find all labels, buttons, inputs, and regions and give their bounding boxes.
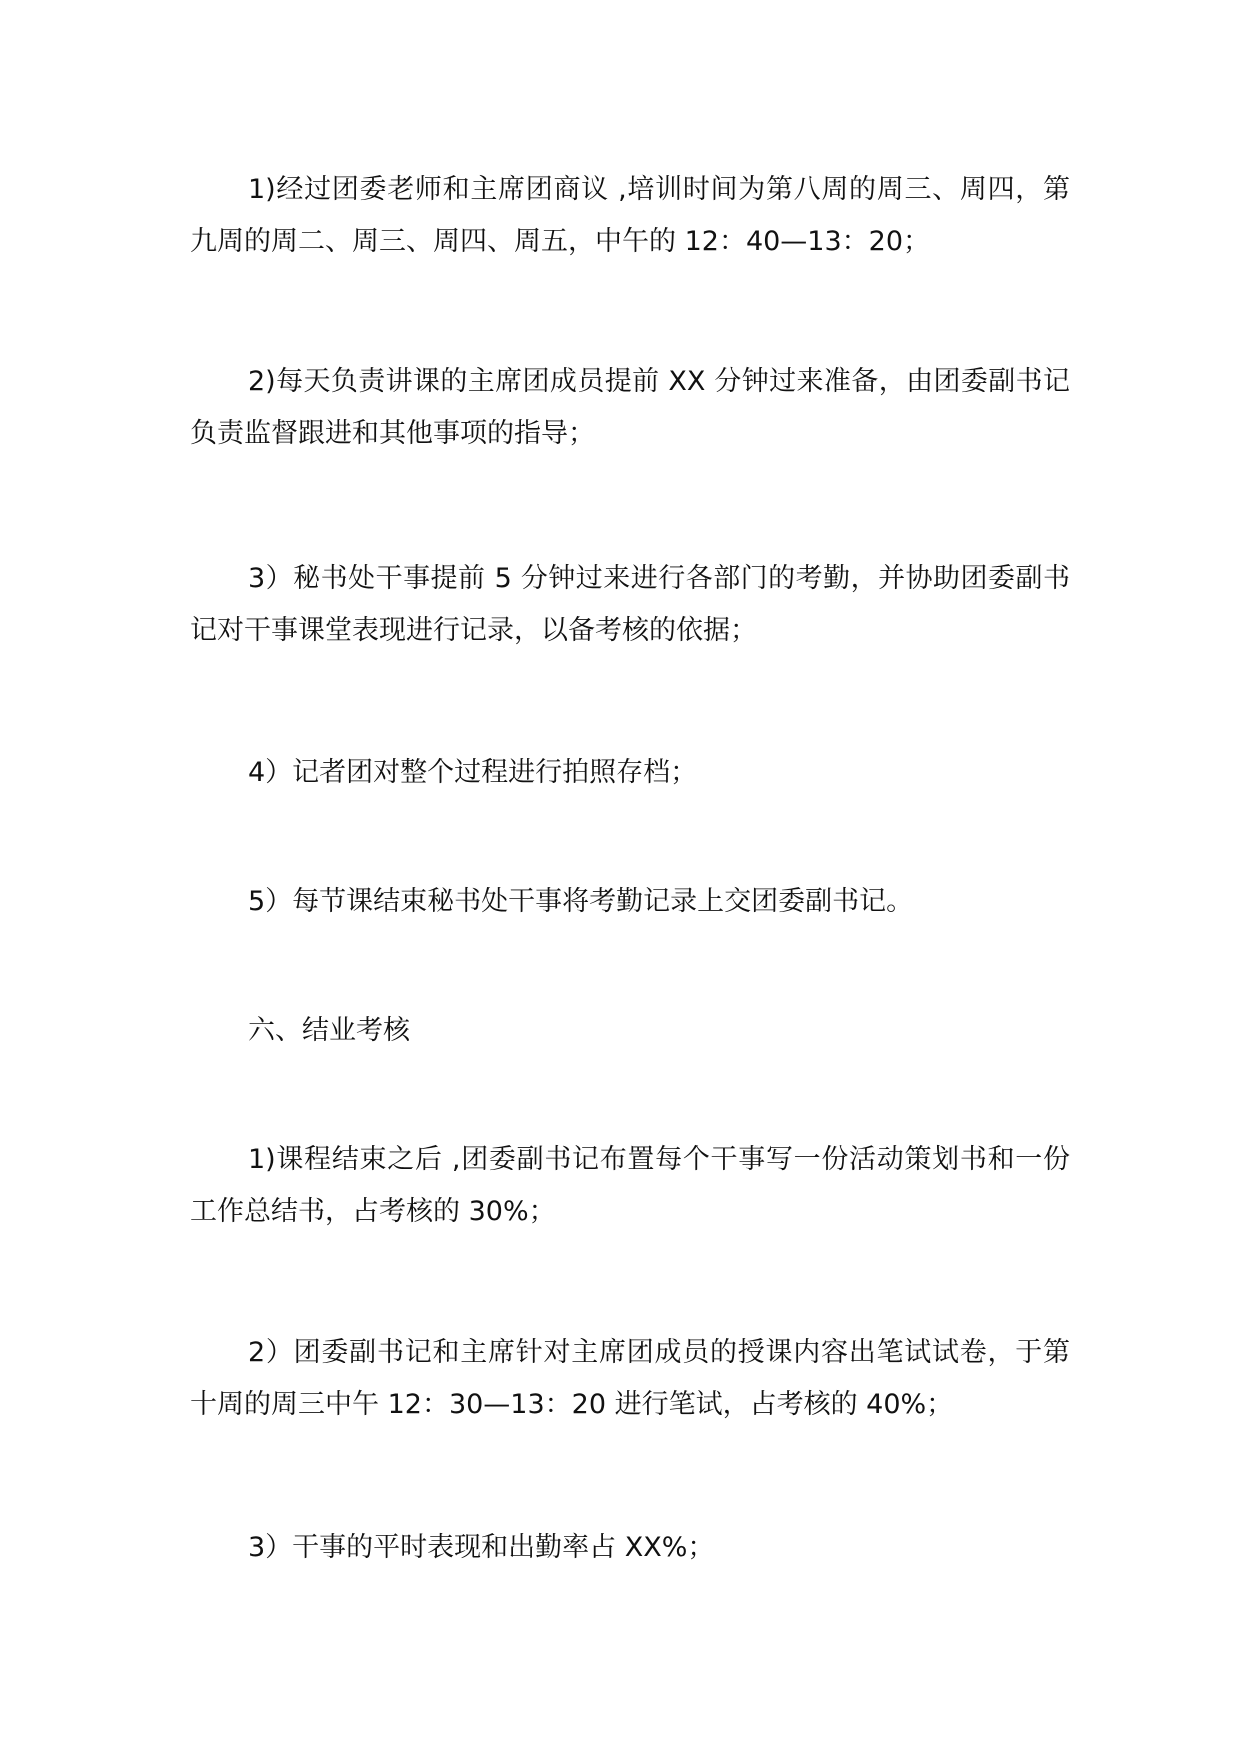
- paragraph-assessment-writing: 1)课程结束之后 ,团委副书记布置每个干事写一份活动策划书和一份工作总结书，占考核的 30%；: [190, 1144, 1070, 1227]
- section-heading-graduation-assessment: 六、结业考核: [248, 1015, 410, 1046]
- paragraph-training-schedule: 1)经过团委老师和主席团商议 ,培训时间为第八周的周三、周四，第九周的周二、周三、周四、周五，中午的 12：40—13：20；: [190, 174, 1070, 257]
- paragraph-attendance-submission: 5）每节课结束秘书处干事将考勤记录上交团委副书记。: [248, 886, 914, 917]
- paragraph-assessment-attendance: 3）干事的平时表现和出勤率占 XX%；: [248, 1532, 715, 1563]
- paragraph-photo-archive: 4）记者团对整个过程进行拍照存档；: [248, 757, 698, 788]
- paragraph-attendance-check: 3）秘书处干事提前 5 分钟过来进行各部门的考勤，并协助团委副书记对干事课堂表现进行记录，以备考核的依据；: [190, 563, 1070, 646]
- paragraph-assessment-exam: 2）团委副书记和主席针对主席团成员的授课内容出笔试试卷，于第十周的周三中午 12：30—13：20 进行笔试，占考核的 40%；: [190, 1337, 1070, 1420]
- paragraph-lecturer-preparation: 2)每天负责讲课的主席团成员提前 XX 分钟过来准备，由团委副书记负责监督跟进和其他事项的指导；: [190, 366, 1070, 449]
